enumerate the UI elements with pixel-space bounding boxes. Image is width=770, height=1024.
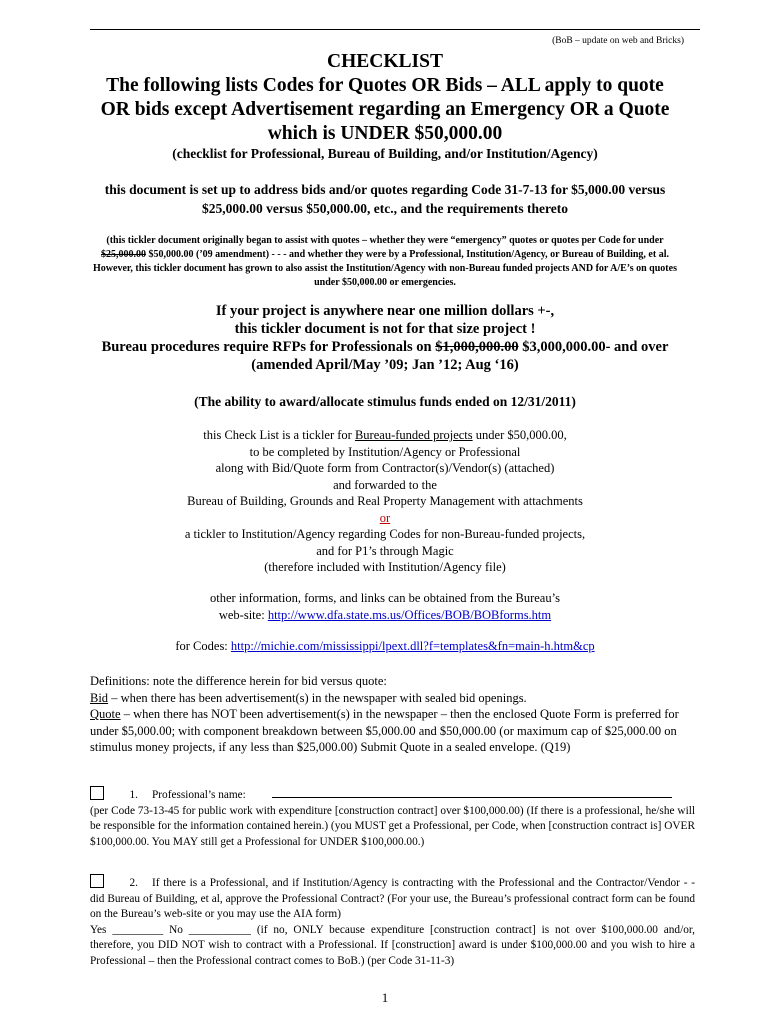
tickler-note	[85, 234, 685, 290]
quote-definition	[90, 706, 695, 756]
definitions-section	[90, 673, 695, 756]
checklist-description	[80, 427, 690, 576]
million-line-3a: Bureau procedures require RFPs for Professionals on	[101, 339, 436, 355]
checkbox-item-2[interactable]	[90, 874, 104, 888]
million-struck-amount: $1,000,000.00	[435, 339, 519, 355]
definitions-heading: Definitions: note the difference herein for bid versus quote:	[90, 674, 387, 688]
bureau-forms-link[interactable]: http://www.dfa.state.ms.us/Offices/BOB/BOBforms.htm	[267, 608, 552, 622]
million-line-1: If your project is anywhere near one million dollars +-,	[215, 303, 555, 319]
quote-term: Quote	[90, 707, 121, 721]
bid-text: – when there has been advertisement(s) in the newspaper with sealed bid openings.	[108, 690, 527, 705]
professional-name-label: Professional’s name:	[152, 789, 246, 801]
bid-term: Bid	[90, 690, 109, 705]
bureau-funded-projects-text: Bureau-funded projects	[354, 428, 473, 442]
checkbox-item-1[interactable]	[90, 786, 104, 800]
item-2-number: 2.	[129, 877, 138, 889]
page-number: 1	[381, 990, 389, 1005]
title-line-4: which is UNDER $50,000.00	[267, 123, 503, 144]
million-line-3b: $3,000,000.00- and over	[518, 339, 669, 355]
tickler-part-2: $50,000.00 (’09 amendment) - - - and whether they were by a Professional, Institution/Agency, or Bureau of Building, et al. However, this tickler document has grown to also assist the Institution/Agency with non-Bureau funded projects AND for A/E’s on quotes under $50,000.00 or emergencies.	[93, 249, 677, 288]
intro-paragraph: this document is set up to address bids and/or quotes regarding Code 31-7-13 for $5,000.00 versus $25,000.00 versus $50,000.00, etc., and the requirements thereto	[104, 182, 666, 216]
item-2-main	[90, 874, 695, 923]
desc-or	[80, 510, 690, 527]
title-checklist: CHECKLIST	[327, 51, 443, 72]
million-warning	[80, 302, 690, 374]
professional-name-field[interactable]	[272, 787, 672, 798]
website-label: web-site:	[218, 608, 268, 622]
million-line-2: this tickler document is not for that size project !	[234, 321, 536, 337]
item-1-header	[90, 786, 695, 804]
resources-line-2	[80, 607, 690, 624]
tickler-struck-amount: $25,000.00	[101, 249, 147, 260]
desc-line-2: to be completed by Institution/Agency or Professional	[249, 444, 521, 459]
desc-line-1	[80, 427, 690, 444]
quote-text: – when there has NOT been advertisement(s) in the newspaper – then the enclosed Quote Form is preferred for under $5,000.00; with component breakdown between $5,000.00 and $50,000.00 (or maximum cap of $25,000.00 on stimulus money projects, if any less than $25,000.00) Submit Quote in a sealed envelope. (Q19)	[90, 707, 679, 754]
item-2-yes-no: Yes _________ No ___________ (if no, ONLY because expenditure [construction contract] is not over $100,000.00 and/or, therefore, you DID NOT wish to contract with a Professional. If [construction] award is under $100,000.00 and you wish to hire a Professional – then the Professional contract comes to BoB.) (per Code 31-11-3)	[90, 923, 695, 967]
checklist-item-2	[90, 874, 695, 969]
stimulus-note: (The ability to award/allocate stimulus funds ended on 12/31/2011)	[194, 394, 576, 409]
codes-line	[80, 639, 690, 654]
desc-line-7: and for P1’s through Magic	[316, 543, 454, 558]
desc-line-5: Bureau of Building, Grounds and Real Property Management with attachments	[187, 494, 583, 508]
header-note: (BoB – update on web and Bricks)	[552, 36, 684, 46]
million-line-4: (amended April/May ’09; Jan ’12; Aug ‘16)	[251, 357, 519, 373]
title-line-3: OR bids except Advertisement regarding an Emergency OR a Quote	[100, 99, 670, 120]
item-1-number: 1.	[129, 789, 138, 801]
resources-line-1: other information, forms, and links can be obtained from the Bureau’s	[210, 591, 560, 605]
desc-line-4: and forwarded to the	[333, 477, 437, 492]
subtitle: (checklist for Professional, Bureau of Building, and/or Institution/Agency)	[172, 146, 598, 161]
title-block	[70, 50, 700, 146]
million-line-3	[80, 338, 690, 356]
desc-line-8: (therefore included with Institution/Agency file)	[264, 560, 506, 574]
item-1-text: (per Code 73-13-45 for public work with expenditure [construction contract] over $100,000.00) (If there is a professional, he/she will be responsible for the information contained herein.) (you MUST get a Professional, per Code, when [construction contract is] OVER $100,000.00. You MAY still get a Professional for UNDER $100,000.00.)	[90, 804, 695, 848]
or-word: or	[379, 510, 391, 525]
desc-line-3: along with Bid/Quote form from Contractor(s)/Vendor(s) (attached)	[215, 461, 555, 475]
desc-line-1a: this Check List is a tickler for	[203, 428, 355, 442]
title-line-2: The following lists Codes for Quotes OR Bids – ALL apply to quote	[106, 75, 664, 96]
item-2-text: If there is a Professional, and if Institution/Agency is contracting with the Professional and the Contractor/Vendor - - did Bureau of Building, et al, approve the Professional Contract? (For your use, the Bureau’s professional contract form can be found on the Bureau’s web-site or you may use the AIA form)	[90, 877, 695, 920]
checklist-item-1	[90, 786, 695, 850]
codes-label: for Codes:	[175, 639, 231, 653]
codes-link[interactable]: http://michie.com/mississippi/lpext.dll?f=templates&fn=main-h.htm&cp	[230, 639, 595, 653]
desc-line-6: a tickler to Institution/Agency regarding Codes for non-Bureau-funded projects,	[184, 527, 586, 541]
tickler-part-1: (this tickler document originally began to assist with quotes – whether they were “emergency” quotes or quotes per Code for under	[106, 235, 664, 246]
bid-definition	[90, 690, 695, 707]
header-rule	[90, 29, 700, 30]
desc-line-1b: under $50,000.00,	[472, 428, 567, 442]
resources-paragraph	[80, 590, 690, 624]
